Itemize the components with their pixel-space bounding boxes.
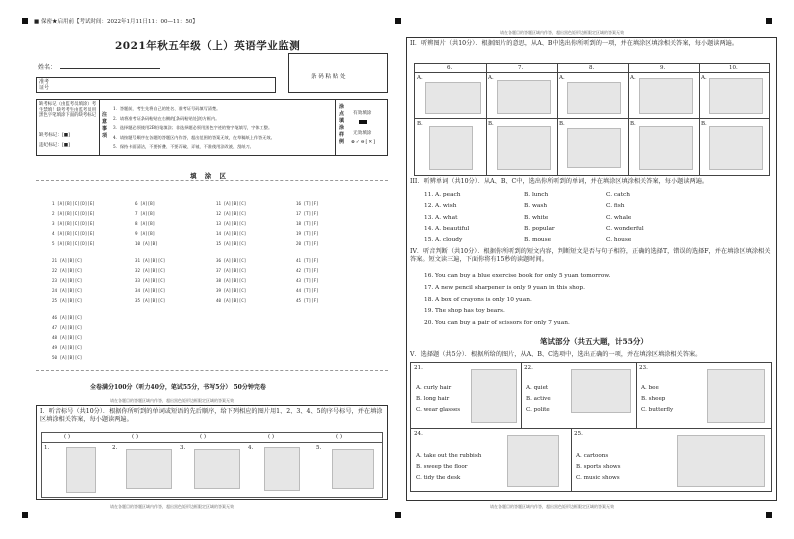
img-9a [639, 78, 693, 114]
corner-mark [22, 512, 28, 518]
corner-mark [766, 512, 772, 518]
img-22 [571, 369, 631, 413]
drawing-image [126, 449, 172, 489]
bracket-3[interactable]: ( ) [200, 434, 207, 440]
img-8a [567, 82, 621, 114]
part4-instruction: IV．听音判断（共10分）．根据你所听到的短文内容，判断短文是否与句子相符，正确的选择T，错误的选择F，并在填涂区填涂相关答案。短文读三遍，下面你将有15秒的读题时间。 [410, 248, 771, 263]
answer-column-1[interactable]: 1 [A][B][C][D][E] 2 [A][B][C][D][E] 3 [A][B][C][D][E] 4 [A][B][C][D][E] 5 [A][B][C][D][E] [52, 201, 95, 246]
img-9b [639, 126, 693, 170]
missing-note: 缺考标记（由监考员填涂）考生禁填！缺考考生由监考员用黑色字笔填涂下面的缺考标记 [39, 102, 97, 119]
part5-grid: 21. A. curly hair B. long hair C. wear glasses 22. A. quiet B. active C. polite 23. A. bee B. sheep C. butterfly 24. A. take out the rubbish B. sweep the floor C. tidy the desk 25. A. cartoons B. sports shows C. music shows [410, 362, 772, 492]
answer-column-7[interactable]: 36 [A][B][C] 37 [A][B][C] 38 [A][B][C] 39 [A][B][C] 40 [A][B][C] [216, 258, 247, 303]
corner-mark [22, 18, 28, 24]
answer-column-6[interactable]: 31 [A][B][C] 32 [A][B][C] 33 [A][B][C] 34 [A][B][C] 35 [A][B][C] [135, 258, 166, 303]
bracket-1[interactable]: ( ) [64, 434, 71, 440]
violation-mark[interactable]: 违纪标记：[■] [39, 143, 70, 148]
part1-instruction: I．听音标号（共10分）．根据你所听到的单词或短语的先后顺序，给下列相应的图片用1、2、3、4、5的序号标号，并在填涂区填涂相关答案，每小题读两遍。 [40, 408, 383, 423]
part3-items: 11. A. peach B. lunch C. catch 12. A. wish B. wash C. fish 13. A. what B. white C. whale 14. A. beautiful B. popular C. wonderful 15. A. cloudy B. mouse C. house [424, 192, 644, 244]
fill-sample-icon [359, 120, 367, 124]
notes-box [36, 99, 388, 156]
img-10b [709, 126, 763, 170]
img-6a [425, 82, 481, 114]
fill-area-title: 填 涂 区 [190, 172, 230, 180]
bracket-2[interactable]: ( ) [132, 434, 139, 440]
page-title: 2021年秋五年级（上）英语学业监测 [115, 40, 301, 52]
img-6b [429, 126, 473, 170]
notes-title: 注意事项 [102, 112, 108, 139]
notes-list: 1．答题前，考生先将自己的姓名、准考证号码填写清楚。 2．请将准考证条码粘贴在右侧的[条码粘贴处]的方框内。 3．选择题必须使用2B铅笔填涂；非选择题必须用黑色字迹的签字笔填写，字体工整。 4．请按题号顺序在各题的答题区内作答，超出范围的答案无效，在草稿纸上作答无效。 5．保持卡面清洁，不要折叠、不要弄破、弄皱，不准使用涂改液、刮纸刀。 [113, 106, 275, 149]
missing-mark[interactable]: 缺考标记：[■] [39, 133, 70, 138]
part3-instruction: III．听辨单词（共10分）．从A、B、C中，选出你所听到的单词，并在填涂区填涂相关答案，每小题读两遍。 [410, 178, 709, 185]
score-line: 全卷满分100分（听力40分，笔试55分，书写5分） 50分钟完卷 [90, 384, 266, 391]
img-21 [471, 369, 517, 423]
answer-column-5[interactable]: 21 [A][B][C] 22 [A][B][C] 23 [A][B][C] 24 [A][B][C] 25 [A][B][C] [52, 258, 83, 303]
fill-wrong: 无效填涂 [353, 131, 372, 136]
answer-column-4[interactable]: 16 [T][F] 17 [T][F] 18 [T][F] 19 [T][F] 20 [T][F] [296, 201, 319, 246]
fill-title: 涂点填涂样例 [339, 104, 345, 145]
answer-column-3[interactable]: 11 [A][B][C] 12 [A][B][C] 13 [A][B][C] 14 [A][B][C] 15 [A][B][C] [216, 201, 247, 246]
fill-correct: 有效填涂 [353, 111, 372, 116]
answer-column-8[interactable]: 41 [T][F] 42 [T][F] 43 [T][F] 44 [T][F] 45 [T][F] [296, 258, 319, 303]
img-7b [497, 126, 551, 170]
img-25 [677, 435, 765, 487]
footer-hint: 请在各题目的答题区域内作答，超出黑色矩形边框限定区域的答案无效 [110, 504, 234, 509]
part2-table: 6. 7. 8. 9. 10. A. A. A. A. A. B. B. B. B. B. [414, 63, 770, 176]
answer-column-2[interactable]: 6 [A][B] 7 [A][B] 8 [A][B] 9 [A][B] 10 [A][B] [135, 201, 158, 246]
name-field[interactable] [60, 68, 160, 69]
corner-mark [395, 512, 401, 518]
secret-label: ■ 保密★启用前【考试时间：2022年1月11日11：00—11：50】 [34, 19, 198, 25]
corner-mark [766, 18, 772, 24]
part5-instruction: V．选择题（共5分）．根据所给的图片，从A、B、C选项中，选出正确的一项，并在填涂区填涂相关答案。 [410, 351, 702, 358]
region-hint: 请在各题目的答题区域内作答，超出黑色矩形边框限定区域的答案无效 [110, 398, 234, 403]
panda-image [264, 447, 300, 491]
exam-no-label: 准考证号 [39, 79, 50, 91]
bracket-4[interactable]: ( ) [268, 434, 275, 440]
answer-column-9[interactable]: 46 [A][B][C] 47 [A][B][C] 48 [A][B][C] 49 [A][B][C] 50 [A][B][C] [52, 315, 83, 360]
img-24 [507, 435, 559, 487]
part1-pictures: ( ) ( ) ( ) ( ) ( ) 1. 2. 3. 4. 5. [41, 432, 383, 498]
reading-image [194, 449, 240, 489]
region-hint-top: 请在各题目的答题区域内作答，超出黑色矩形边框限定区域的答案无效 [500, 30, 624, 35]
barcode-box [288, 53, 388, 93]
bracket-5[interactable]: ( ) [336, 434, 343, 440]
footer-hint-right: 请在各题目的答题区域内作答，超出黑色矩形边框限定区域的答案无效 [490, 504, 614, 509]
img-8b [567, 128, 621, 168]
barcode-label: 条 码 粘 贴 处 [311, 74, 346, 80]
written-title: 笔试部分（共五大题，计55分） [540, 337, 648, 346]
img-7a [497, 80, 551, 114]
part2-instruction: II．听辨图片（共10分）．根据图片的意思，从A、B中选出你所听到的一项，并在填涂区填涂相关答案，每小题读两遍。 [410, 40, 739, 47]
wrong-sample-icon: ⊗✓⊖[✕] [351, 140, 376, 145]
people-image [332, 449, 374, 489]
name-label: 姓名： [38, 64, 57, 71]
img-23 [707, 369, 765, 423]
tv-image [66, 447, 96, 493]
exam-no-grid[interactable] [36, 77, 276, 93]
img-10a [709, 78, 763, 114]
corner-mark [395, 18, 401, 24]
part4-items: 16. You can buy a blue exercise book for only 5 yuan tomorrow. 17. A new pencil sharpener is only 9 yuan in this shop. 18. A box of crayons is only 10 yuan. 19. The shop has toy bears. 20. You can buy a pair of scissors for only 7 yuan. [424, 273, 611, 327]
part1-box [36, 405, 388, 500]
